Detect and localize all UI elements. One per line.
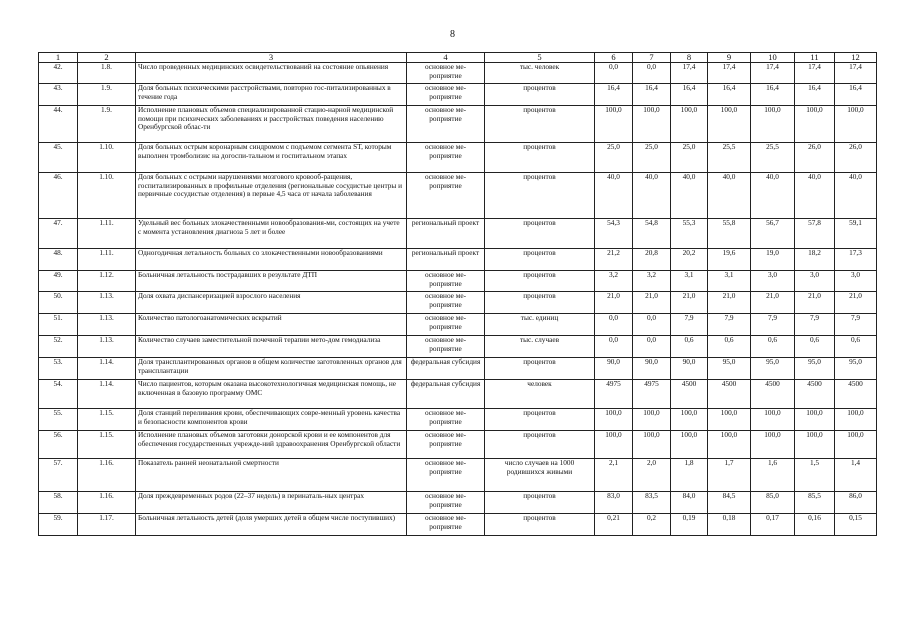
row-code: 1.14. [78,358,136,380]
indicator-value: 84,5 [708,492,751,514]
indicator-value: 1,4 [835,459,877,492]
indicator-value: 26,0 [835,143,877,173]
indicator-value: 16,4 [708,84,751,106]
column-header: 3 [136,53,407,63]
indicator-value: 25,0 [595,143,633,173]
indicator-value: 17,3 [835,249,877,271]
indicator-value: 0,0 [633,314,671,336]
unit-of-measure: процентов [485,249,595,271]
indicator-value: 100,0 [595,106,633,143]
indicator-value: 0,0 [595,314,633,336]
indicator-value: 100,0 [671,106,708,143]
indicator-value: 83,0 [595,492,633,514]
row-number: 44. [39,106,78,143]
indicator-value: 4975 [595,380,633,409]
indicator-value: 100,0 [595,409,633,431]
indicator-value: 56,7 [751,219,795,249]
indicator-value: 7,9 [671,314,708,336]
indicator-value: 4500 [671,380,708,409]
indicator-name: Доля трансплантированных органов в общем количестве заготовленных органов для трансплантации [136,358,407,380]
row-code: 1.17. [78,514,136,536]
indicator-value: 7,9 [795,314,835,336]
indicator-name: Количество случаев заместительной почечной терапии мето-дом гемодиализа [136,336,407,358]
row-code: 1.15. [78,431,136,459]
indicator-value: 90,0 [671,358,708,380]
indicator-value: 100,0 [751,409,795,431]
row-code: 1.11. [78,219,136,249]
indicator-value: 1,6 [751,459,795,492]
column-header: 10 [751,53,795,63]
indicator-value: 40,0 [751,173,795,219]
unit-of-measure: процентов [485,514,595,536]
row-number: 48. [39,249,78,271]
indicator-value: 21,0 [595,292,633,314]
table-row [39,358,877,380]
indicator-value: 16,4 [795,84,835,106]
table-row [39,63,877,84]
unit-of-measure: процентов [485,219,595,249]
indicator-value: 0,0 [633,63,671,84]
indicator-value: 100,0 [751,431,795,459]
indicator-name: Число пациентов, которым оказана высокотехнологичная медицинская помощь, не включенная в базовую программу ОМС [136,380,407,409]
row-code: 1.14. [78,380,136,409]
indicator-value: 1,5 [795,459,835,492]
indicator-value: 16,4 [751,84,795,106]
table-row [39,219,877,249]
indicator-value: 25,5 [751,143,795,173]
indicator-value: 17,4 [708,63,751,84]
indicator-name: Больничная летальность пострадавших в результате ДТП [136,271,407,292]
table-row [39,292,877,314]
activity-type: федеральная субсидия [407,358,485,380]
indicator-value: 21,2 [595,249,633,271]
row-number: 47. [39,219,78,249]
row-number: 43. [39,84,78,106]
row-code: 1.9. [78,84,136,106]
indicator-value: 40,0 [708,173,751,219]
indicator-value: 95,0 [835,358,877,380]
indicator-value: 0,6 [795,336,835,358]
indicator-value: 54,8 [633,219,671,249]
row-number: 58. [39,492,78,514]
indicator-value: 4500 [795,380,835,409]
indicator-value: 0,17 [751,514,795,536]
indicator-value: 40,0 [835,173,877,219]
activity-type: основное ме-роприятие [407,292,485,314]
indicator-value: 3,0 [751,271,795,292]
table-row [39,249,877,271]
row-number: 45. [39,143,78,173]
indicator-value: 21,0 [708,292,751,314]
indicator-value: 1,7 [708,459,751,492]
row-code: 1.16. [78,492,136,514]
indicator-value: 16,4 [835,84,877,106]
activity-type: основное ме-роприятие [407,514,485,536]
unit-of-measure: процентов [485,173,595,219]
indicator-value: 0,19 [671,514,708,536]
row-number: 51. [39,314,78,336]
indicator-value: 100,0 [835,431,877,459]
table-row [39,336,877,358]
indicator-value: 3,0 [795,271,835,292]
activity-type: основное ме-роприятие [407,271,485,292]
table-row [39,173,877,219]
indicator-value: 100,0 [633,409,671,431]
indicator-value: 18,2 [795,249,835,271]
indicator-name: Одногодичная летальность больных со злокачественными новообразованиями [136,249,407,271]
indicator-value: 19,0 [751,249,795,271]
row-code: 1.11. [78,249,136,271]
indicator-value: 57,8 [795,219,835,249]
column-header: 7 [633,53,671,63]
indicator-value: 3,2 [633,271,671,292]
column-header: 8 [671,53,708,63]
indicator-value: 90,0 [633,358,671,380]
indicator-value: 4975 [633,380,671,409]
activity-type: основное ме-роприятие [407,459,485,492]
indicator-value: 100,0 [795,409,835,431]
unit-of-measure: процентов [485,431,595,459]
indicator-value: 21,0 [671,292,708,314]
indicator-value: 100,0 [795,431,835,459]
indicator-value: 21,0 [795,292,835,314]
row-number: 55. [39,409,78,431]
indicator-value: 20,8 [633,249,671,271]
indicator-value: 3,0 [835,271,877,292]
indicator-value: 100,0 [633,106,671,143]
unit-of-measure: число случаев на 1000 родившихся живыми [485,459,595,492]
indicator-value: 0,0 [595,63,633,84]
column-header: 5 [485,53,595,63]
indicator-value: 19,6 [708,249,751,271]
indicator-value: 100,0 [751,106,795,143]
row-number: 50. [39,292,78,314]
activity-type: основное ме-роприятие [407,492,485,514]
indicator-value: 100,0 [835,409,877,431]
indicator-name: Количество патологоанатомических вскрытий [136,314,407,336]
indicator-name: Доля преждевременных родов (22–37 недель) в перинаталь-ных центрах [136,492,407,514]
indicator-value: 0,18 [708,514,751,536]
table-row [39,514,877,536]
column-header: 6 [595,53,633,63]
indicator-value: 25,5 [708,143,751,173]
indicator-value: 7,9 [835,314,877,336]
activity-type: основное ме-роприятие [407,84,485,106]
row-code: 1.12. [78,271,136,292]
row-code: 1.13. [78,314,136,336]
indicator-value: 7,9 [751,314,795,336]
activity-type: основное ме-роприятие [407,143,485,173]
row-number: 54. [39,380,78,409]
table-row [39,84,877,106]
table-row [39,314,877,336]
indicator-value: 100,0 [708,431,751,459]
indicator-value: 100,0 [835,106,877,143]
indicator-value: 84,0 [671,492,708,514]
activity-type: основное ме-роприятие [407,431,485,459]
table-row [39,409,877,431]
unit-of-measure: процентов [485,84,595,106]
indicator-value: 0,21 [595,514,633,536]
indicator-name: Удельный вес больных злокачественными новообразования-ми, состоящих на учете с момента установления диагноза 5 лет и более [136,219,407,249]
indicator-value: 55,3 [671,219,708,249]
indicator-value: 0,0 [633,336,671,358]
indicator-value: 86,0 [835,492,877,514]
indicator-value: 17,4 [795,63,835,84]
unit-of-measure: человек [485,380,595,409]
indicator-value: 17,4 [835,63,877,84]
indicator-value: 4500 [751,380,795,409]
indicator-value: 4500 [708,380,751,409]
row-code: 1.15. [78,409,136,431]
indicator-value: 100,0 [795,106,835,143]
indicator-value: 55,8 [708,219,751,249]
activity-type: основное ме-роприятие [407,173,485,219]
unit-of-measure: процентов [485,143,595,173]
indicator-value: 40,0 [633,173,671,219]
indicator-value: 25,0 [633,143,671,173]
column-header: 4 [407,53,485,63]
row-number: 49. [39,271,78,292]
indicator-value: 1,8 [671,459,708,492]
indicator-value: 100,0 [595,431,633,459]
activity-type: основное ме-роприятие [407,409,485,431]
column-header: 9 [708,53,751,63]
indicator-value: 0,6 [751,336,795,358]
column-header: 11 [795,53,835,63]
indicator-value: 85,5 [795,492,835,514]
indicator-value: 21,0 [835,292,877,314]
unit-of-measure: процентов [485,271,595,292]
row-number: 52. [39,336,78,358]
indicator-value: 40,0 [671,173,708,219]
indicator-value: 0,6 [835,336,877,358]
indicator-value: 16,4 [595,84,633,106]
indicator-value: 7,9 [708,314,751,336]
indicator-name: Доля больных с острыми нарушениями мозгового кровооб-ращения, госпитализированных в профильные отделения (региональные сосудистые центры и первичные сосудистые отделения) в первые 4,5 часа от начала заболевания [136,173,407,219]
row-code: 1.13. [78,336,136,358]
row-code: 1.8. [78,63,136,84]
column-header: 12 [835,53,877,63]
row-code: 1.10. [78,173,136,219]
activity-type: основное ме-роприятие [407,314,485,336]
indicator-value: 95,0 [795,358,835,380]
table-row [39,106,877,143]
indicator-value: 0,2 [633,514,671,536]
indicator-name: Доля станций переливания крови, обеспечивающих совре-менный уровень качества и безопасности компонентов крови [136,409,407,431]
row-code: 1.13. [78,292,136,314]
indicator-name: Число проведенных медицинских освидетельствований на состояние опьянения [136,63,407,84]
row-code: 1.10. [78,143,136,173]
indicator-name: Больничная летальность детей (доля умерших детей в общем числе поступивших) [136,514,407,536]
row-number: 56. [39,431,78,459]
indicator-value: 40,0 [795,173,835,219]
indicator-value: 59,1 [835,219,877,249]
indicator-name: Показатель ранней неонатальной смертности [136,459,407,492]
activity-type: региональный проект [407,249,485,271]
indicator-value: 90,0 [595,358,633,380]
indicator-value: 2,0 [633,459,671,492]
indicator-value: 21,0 [751,292,795,314]
indicator-value: 100,0 [708,409,751,431]
table-row [39,492,877,514]
unit-of-measure: процентов [485,292,595,314]
indicator-name: Исполнение плановых объемов специализированной стацио-нарной медицинской помощи при психических заболеваниях и расстройствах поведения населению Оренбургской облас-ти [136,106,407,143]
activity-type: федеральная субсидия [407,380,485,409]
indicator-value: 100,0 [671,431,708,459]
table-row [39,143,877,173]
indicator-value: 3,2 [595,271,633,292]
row-code: 1.16. [78,459,136,492]
table-row [39,380,877,409]
row-number: 53. [39,358,78,380]
indicator-value: 85,0 [751,492,795,514]
indicator-value: 17,4 [671,63,708,84]
indicator-value: 0,15 [835,514,877,536]
indicator-value: 25,0 [671,143,708,173]
row-number: 46. [39,173,78,219]
indicator-name: Доля больных психическими расстройствами, повторно гос-питализированных в течение года [136,84,407,106]
indicator-name: Доля больных острым коронарным синдромом с подъемом сегмента ST, которым выполнен тромболизис на догоспи-тальном и госпитальном этапах [136,143,407,173]
table-row [39,431,877,459]
row-code: 1.9. [78,106,136,143]
indicator-value: 0,0 [595,336,633,358]
row-number: 57. [39,459,78,492]
indicator-value: 95,0 [751,358,795,380]
activity-type: региональный проект [407,219,485,249]
indicator-value: 4500 [835,380,877,409]
indicator-value: 95,0 [708,358,751,380]
indicator-name: Исполнение плановых объемов заготовки донорской крови и ее компонентов для обеспечения государственных учрежде-ний здравоохранения Оренбургской области [136,431,407,459]
indicator-value: 100,0 [708,106,751,143]
indicator-value: 83,5 [633,492,671,514]
activity-type: основное ме-роприятие [407,336,485,358]
indicator-value: 16,4 [671,84,708,106]
indicator-value: 0,6 [708,336,751,358]
indicator-value: 0,6 [671,336,708,358]
unit-of-measure: тыс. человек [485,63,595,84]
unit-of-measure: процентов [485,358,595,380]
indicator-value: 16,4 [633,84,671,106]
indicator-value: 40,0 [595,173,633,219]
indicator-value: 26,0 [795,143,835,173]
activity-type: основное ме-роприятие [407,106,485,143]
indicator-value: 3,1 [671,271,708,292]
indicator-value: 100,0 [633,431,671,459]
header-row [39,53,877,63]
page-number: 8 [450,29,455,40]
indicator-value: 3,1 [708,271,751,292]
indicator-value: 0,16 [795,514,835,536]
indicators-table [38,52,877,536]
table-row [39,271,877,292]
indicator-value: 54,3 [595,219,633,249]
indicator-value: 20,2 [671,249,708,271]
row-number: 59. [39,514,78,536]
indicator-value: 21,0 [633,292,671,314]
table-body [39,63,877,536]
indicator-value: 17,4 [751,63,795,84]
column-header: 1 [39,53,78,63]
indicator-value: 2,1 [595,459,633,492]
unit-of-measure: тыс. единиц [485,314,595,336]
unit-of-measure: процентов [485,409,595,431]
unit-of-measure: процентов [485,106,595,143]
row-number: 42. [39,63,78,84]
unit-of-measure: процентов [485,492,595,514]
unit-of-measure: тыс. случаев [485,336,595,358]
indicator-name: Доля охвата диспансеризацией взрослого населения [136,292,407,314]
table-row [39,459,877,492]
indicator-value: 100,0 [671,409,708,431]
column-header: 2 [78,53,136,63]
activity-type: основное ме-роприятие [407,63,485,84]
